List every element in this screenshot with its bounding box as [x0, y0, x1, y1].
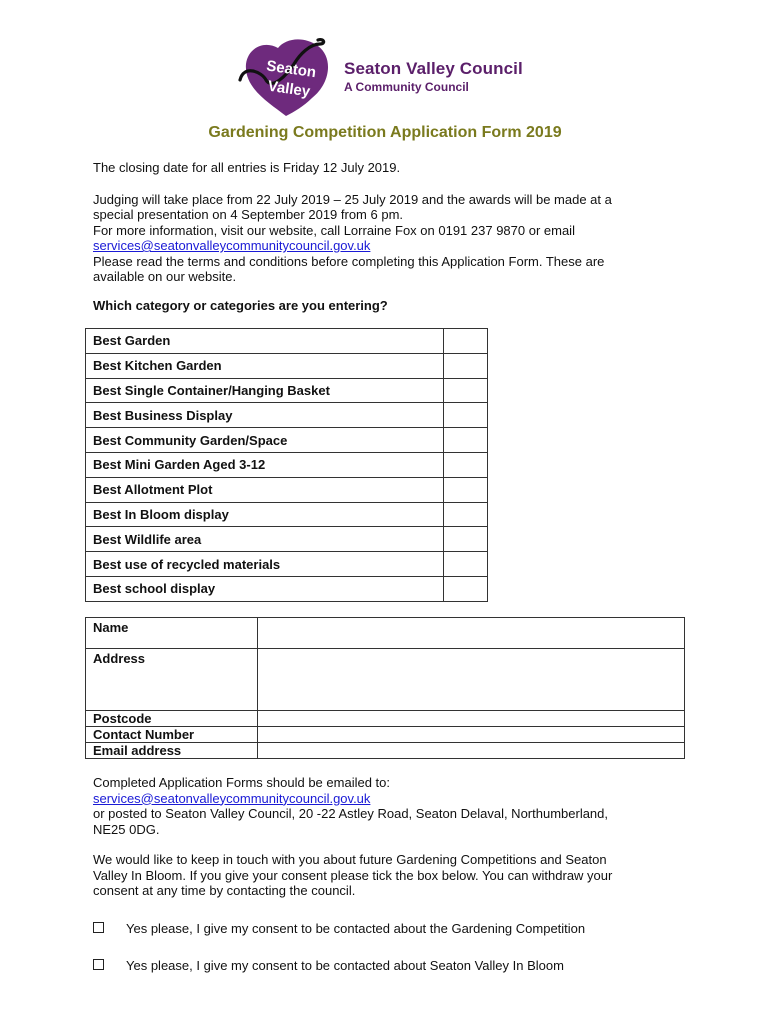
- table-row: [86, 649, 685, 711]
- category-question: Which category or categories are you entering?: [93, 298, 388, 313]
- page-title: Gardening Competition Application Form 2019: [208, 124, 562, 141]
- category-tick-box[interactable]: [444, 452, 488, 477]
- submission-text-1: Completed Application Forms should be emailed to:: [93, 775, 390, 790]
- category-label: Best In Bloom display: [86, 502, 444, 527]
- category-tick-box[interactable]: [444, 552, 488, 577]
- consent-text-2: Valley In Bloom. If you give your consent please tick the box below. You can withdraw your: [93, 867, 613, 883]
- table-row: [86, 403, 488, 428]
- contact-number-field[interactable]: [258, 727, 685, 743]
- consent-option-competition: [93, 921, 585, 936]
- submission-email-link[interactable]: services@seatonvalleycommunitycouncil.gov.uk: [93, 790, 371, 806]
- table-row: [86, 552, 488, 577]
- category-tick-box[interactable]: [444, 403, 488, 428]
- category-label: Best school display: [86, 576, 444, 601]
- table-row: [86, 452, 488, 477]
- category-tick-box[interactable]: [444, 502, 488, 527]
- heart-icon: [246, 39, 328, 116]
- category-label: Best Business Display: [86, 403, 444, 428]
- category-label: Best Allotment Plot: [86, 477, 444, 502]
- email-address-label: Email address: [86, 743, 258, 759]
- contact-number-label: Contact Number: [86, 727, 258, 743]
- table-row: [86, 743, 685, 759]
- email-address-field[interactable]: [258, 743, 685, 759]
- table-row: [86, 527, 488, 552]
- category-label: Best Single Container/Hanging Basket: [86, 378, 444, 403]
- table-row: [86, 502, 488, 527]
- consent-text-1: We would like to keep in touch with you about future Gardening Competitions and Seaton: [93, 852, 607, 867]
- address-field[interactable]: [258, 649, 685, 711]
- consent-competition-label: Yes please, I give my consent to be contacted about the Gardening Competition: [126, 921, 586, 936]
- consent-in-bloom-checkbox[interactable]: [93, 959, 104, 970]
- submission-section: [93, 775, 683, 837]
- consent-competition-checkbox[interactable]: [93, 922, 104, 933]
- terms-text-2: available on our website.: [93, 269, 237, 284]
- judging-text-1: Judging will take place from 22 July 2019 – 25 July 2019 and the awards will be made at a: [93, 191, 612, 207]
- category-table: [85, 328, 488, 602]
- table-row: [86, 576, 488, 601]
- category-label: Best Mini Garden Aged 3-12: [86, 452, 444, 477]
- category-tick-box[interactable]: [444, 329, 488, 354]
- terms-text-1: Please read the terms and conditions before completing this Application Form. These are: [93, 253, 605, 269]
- details-table: [85, 617, 685, 759]
- category-label: Best Community Garden/Space: [86, 428, 444, 453]
- category-tick-box[interactable]: [444, 428, 488, 453]
- table-row: [86, 378, 488, 403]
- intro-section: [93, 160, 683, 285]
- category-tick-box[interactable]: [444, 378, 488, 403]
- consent-option-in-bloom: [93, 958, 564, 973]
- closing-date-text: The closing date for all entries is Friday 12 July 2019.: [93, 160, 401, 175]
- category-tick-box[interactable]: [444, 477, 488, 502]
- org-subtitle: A Community Council: [344, 80, 469, 94]
- consent-text-3: consent at any time by contacting the council.: [93, 883, 356, 898]
- table-row: [86, 477, 488, 502]
- consent-in-bloom-label: Yes please, I give my consent to be contacted about Seaton Valley In Bloom: [126, 958, 564, 973]
- logo-text-valley: Valley: [266, 77, 312, 101]
- table-row: [86, 727, 685, 743]
- name-label: Name: [86, 618, 258, 649]
- category-label: Best Garden: [86, 329, 444, 354]
- category-label: Best use of recycled materials: [86, 552, 444, 577]
- category-tick-box[interactable]: [444, 353, 488, 378]
- postcode-field[interactable]: [258, 711, 685, 727]
- category-tick-box[interactable]: [444, 527, 488, 552]
- judging-text-2: special presentation on 4 September 2019 from 6 pm.: [93, 207, 404, 222]
- table-row: [86, 428, 488, 453]
- table-row: [86, 711, 685, 727]
- table-row: [86, 618, 685, 649]
- table-row: [86, 353, 488, 378]
- consent-section: [93, 852, 683, 899]
- info-text: For more information, visit our website, call Lorraine Fox on 0191 237 9870 or email: [93, 222, 575, 238]
- address-label: Address: [86, 649, 258, 711]
- category-label: Best Wildlife area: [86, 527, 444, 552]
- submission-text-3: or posted to Seaton Valley Council, 20 -22 Astley Road, Seaton Delaval, Northumberland,: [93, 806, 609, 821]
- org-name: Seaton Valley Council: [344, 59, 523, 78]
- submission-text-4: NE25 0DG.: [93, 821, 160, 837]
- logo-text-seaton: Seaton: [265, 57, 318, 82]
- intro-email-link[interactable]: services@seatonvalleycommunitycouncil.gov.uk: [93, 238, 371, 253]
- category-label: Best Kitchen Garden: [86, 353, 444, 378]
- category-tick-box[interactable]: [444, 576, 488, 601]
- table-row: [86, 329, 488, 354]
- postcode-label: Postcode: [86, 711, 258, 727]
- name-field[interactable]: [258, 618, 685, 649]
